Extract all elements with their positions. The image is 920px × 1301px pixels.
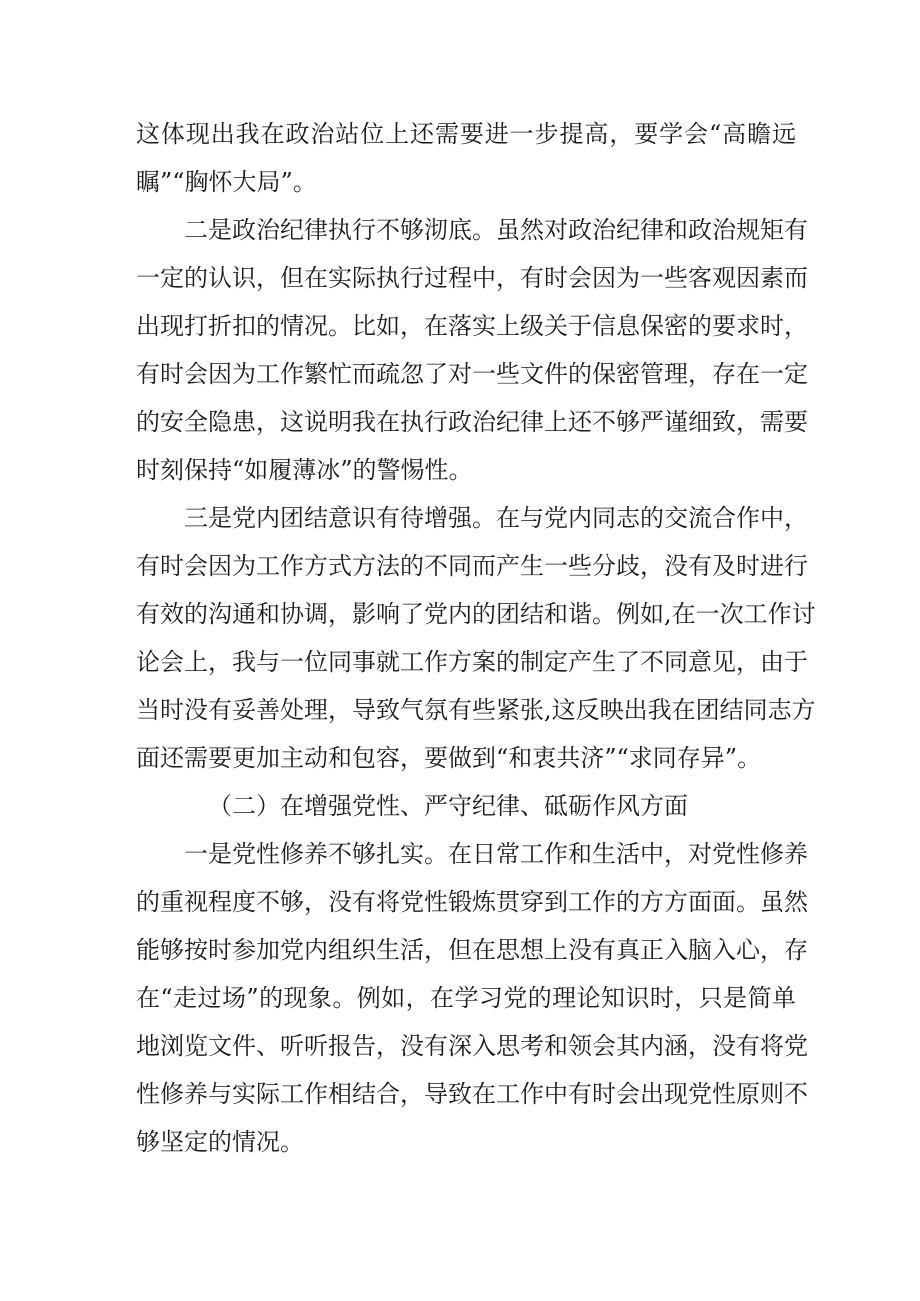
paragraph-line: 论会上，我与一位同事就工作方案的制定产生了不同意见，由于 (136, 648, 808, 676)
paragraph-line: 的重视程度不够，没有将党性锻炼贯穿到工作的方方面面。虽然 (136, 888, 808, 916)
paragraph-line: 时刻保持“如履薄冰”的警惕性。 (136, 456, 473, 484)
paragraph-line: 性修养与实际工作相结合，导致在工作中有时会出现党性原则不 (136, 1080, 808, 1108)
paragraph-line: 二是政治纪律执行不够沏底。虽然对政治纪律和政治规矩有 (184, 216, 808, 244)
paragraph-line: 有效的沟通和协调，影响了党内的团结和谐。例如,在一次工作讨 (136, 600, 816, 628)
paragraph-line: 的安全隐患，这说明我在执行政治纪律上还不够严谨细致，需要 (136, 408, 808, 436)
paragraph-line: 一定的认识，但在实际执行过程中，有时会因为一些客观因素而 (136, 264, 808, 292)
paragraph-line: 面还需要更加主动和包容，要做到“和衷共济”“求同存异”。 (136, 744, 762, 772)
paragraph-line: 能够按时参加党内组织生活，但在思想上没有真正入脑入心，存 (136, 936, 808, 964)
paragraph-line: 三是党内团结意识有待增强。在与党内同志的交流合作中， (184, 504, 808, 532)
paragraph-line: 有时会因为工作繁忙而疏忽了对一些文件的保密管理，存在一定 (136, 360, 808, 388)
paragraph-line: 当时没有妥善处理，导致气氛有些紧张,这反映出我在团结同志方 (136, 696, 816, 724)
paragraph-line: 在“走过场”的现象。例如，在学习党的理论知识时，只是简单 (136, 984, 796, 1012)
section-heading: （二）在增强党性、严守纪律、砥砺作风方面 (208, 792, 688, 820)
paragraph-line: 有时会因为工作方式方法的不同而产生一些分歧，没有及时进行 (136, 552, 808, 580)
paragraph-line: 地浏览文件、听听报告，没有深入思考和领会其内涵，没有将党 (136, 1032, 808, 1060)
paragraph-line: 出现打折扣的情况。比如，在落实上级关于信息保密的要求时， (136, 312, 808, 340)
paragraph-line: 够坚定的情况。 (136, 1128, 304, 1156)
paragraph-line: 这体现出我在政治站位上还需要进一步提高，要学会“高瞻远 (136, 120, 796, 148)
paragraph-line: 一是党性修养不够扎实。在日常工作和生活中，对党性修养 (184, 840, 808, 868)
paragraph-line: 瞩”“胸怀大局”。 (136, 168, 317, 196)
